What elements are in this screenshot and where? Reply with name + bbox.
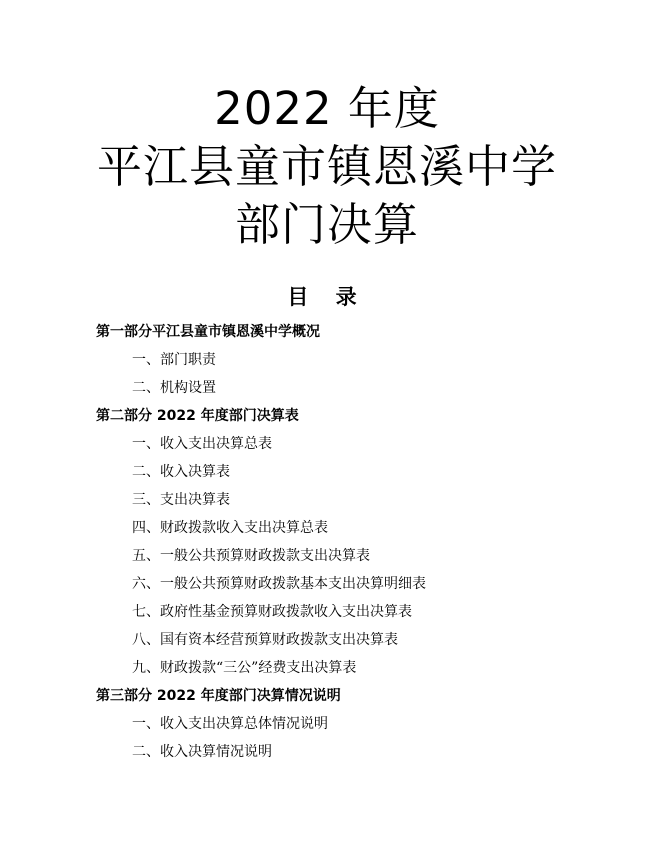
toc-item[interactable]: 九、财政拨款“三公”经费支出决算表 bbox=[132, 660, 357, 676]
title-year: 2022 年度 bbox=[214, 82, 440, 135]
toc-item[interactable]: 二、机构设置 bbox=[132, 380, 216, 396]
toc-item[interactable]: 七、政府性基金预算财政拨款收入支出决算表 bbox=[132, 604, 412, 620]
toc-item[interactable]: 五、一般公共预算财政拨款支出决算表 bbox=[132, 548, 370, 564]
toc-part-1-title[interactable]: 第一部分平江县童市镇恩溪中学概况 bbox=[96, 324, 320, 340]
toc-item[interactable]: 二、收入决算表 bbox=[132, 464, 230, 480]
toc-item[interactable]: 二、收入决算情况说明 bbox=[132, 744, 272, 760]
toc-item[interactable]: 四、财政拨款收入支出决算总表 bbox=[132, 520, 328, 536]
toc-part-2-title[interactable]: 第二部分 2022 年度部门决算表 bbox=[96, 408, 299, 424]
document-title bbox=[0, 80, 654, 254]
toc-item[interactable]: 六、一般公共预算财政拨款基本支出决算明细表 bbox=[132, 576, 426, 592]
table-of-contents bbox=[96, 318, 616, 766]
title-organization: 平江县童市镇恩溪中学 bbox=[96, 140, 557, 193]
toc-item[interactable]: 三、支出决算表 bbox=[132, 492, 230, 508]
toc-heading: 目 录 bbox=[287, 284, 367, 309]
toc-item[interactable]: 一、收入支出决算总体情况说明 bbox=[132, 716, 328, 732]
toc-item[interactable]: 八、国有资本经营预算财政拨款支出决算表 bbox=[132, 632, 398, 648]
title-document-type: 部门决算 bbox=[234, 198, 419, 251]
toc-item[interactable]: 一、收入支出决算总表 bbox=[132, 436, 272, 452]
toc-item[interactable]: 一、部门职责 bbox=[132, 352, 216, 368]
toc-part-3-title[interactable]: 第三部分 2022 年度部门决算情况说明 bbox=[96, 688, 341, 704]
